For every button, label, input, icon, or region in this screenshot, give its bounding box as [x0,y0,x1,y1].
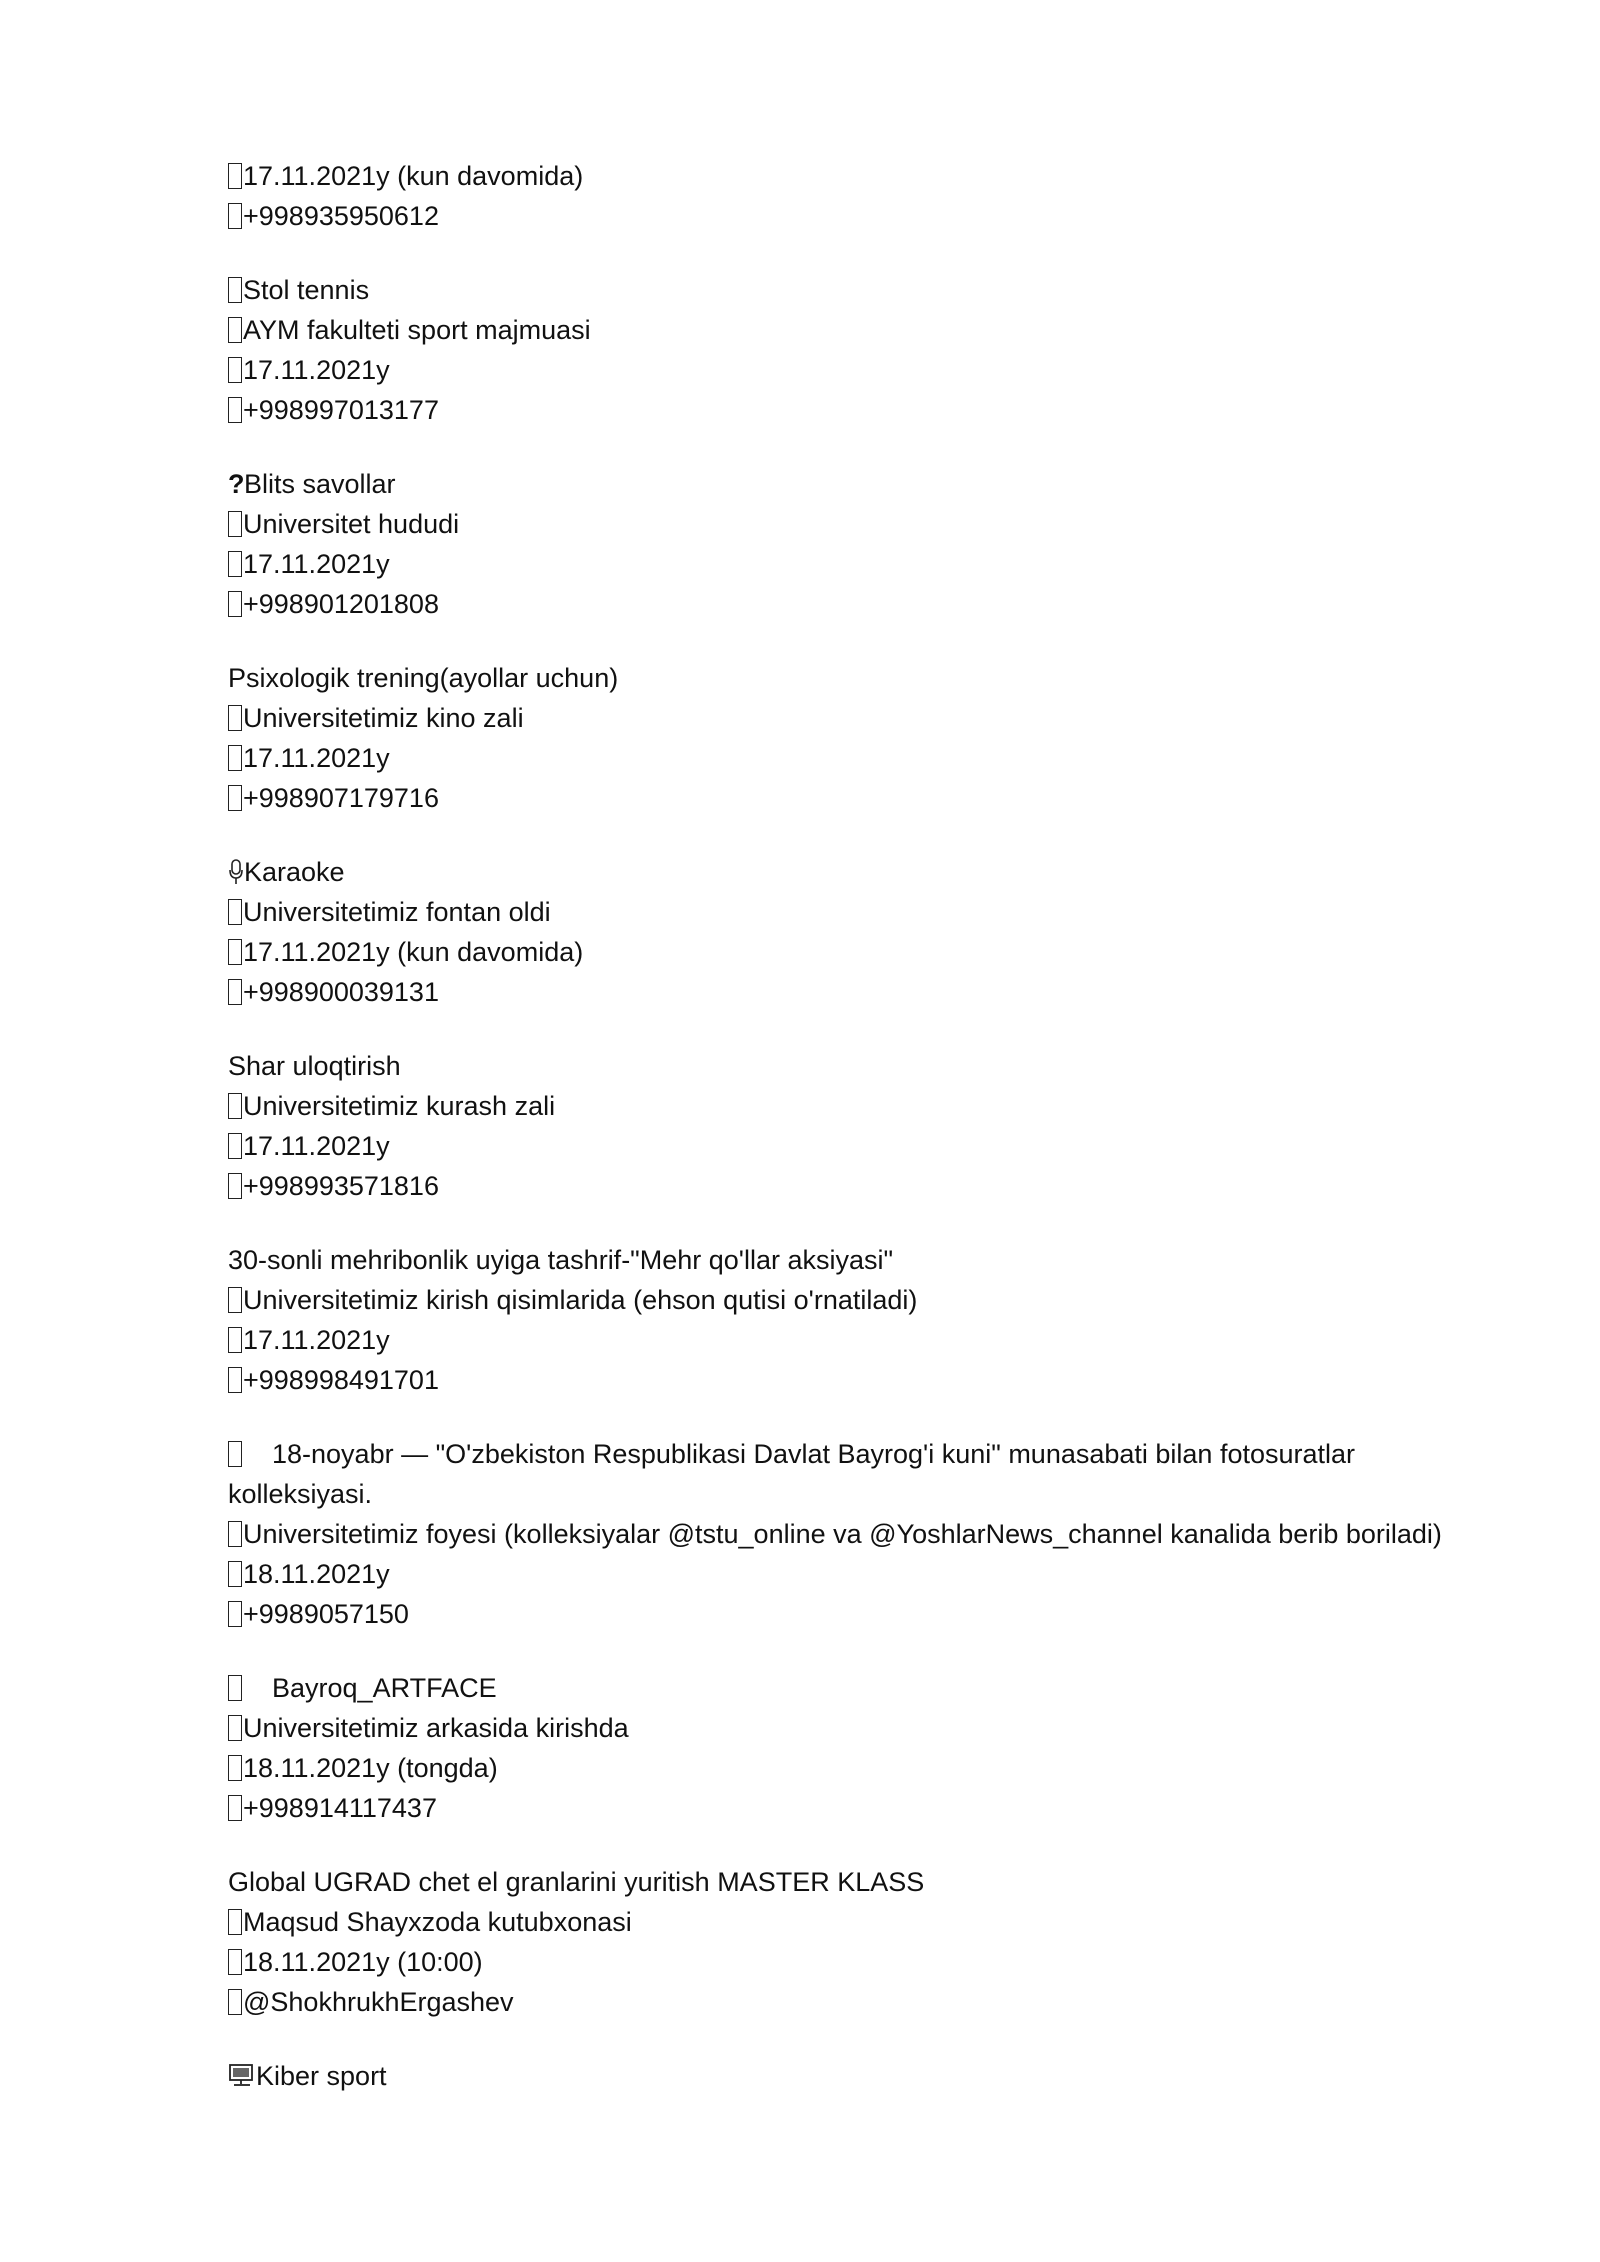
line-text: +9989057150 [243,1599,409,1629]
event-contact [228,1360,1488,1400]
missing-glyph-icon [228,1755,242,1781]
event-gap [228,430,1488,464]
event-location [228,504,1488,544]
event-title [228,464,1488,504]
event-block [228,270,1488,430]
missing-glyph-icon [228,1715,242,1741]
missing-glyph-icon [228,1675,242,1701]
event-gap [228,236,1488,270]
event-date [228,1126,1488,1166]
line-text: +998998491701 [243,1365,439,1395]
line-text: 17.11.2021y [243,1131,390,1161]
missing-glyph-icon [228,1601,242,1627]
line-text: 17.11.2021y [243,1325,390,1355]
event-title [228,2056,1488,2096]
event-location [228,698,1488,738]
event-block [228,156,1488,236]
line-text: +998901201808 [243,589,439,619]
missing-glyph-icon [228,591,242,617]
event-list [228,156,1488,2096]
line-text: +998900039131 [243,977,439,1007]
event-gap [228,1634,1488,1668]
line-text: Universitetimiz kirish qisimlarida (ehson qutisi o'rnatiladi) [243,1285,918,1315]
line-text: +998993571816 [243,1171,439,1201]
line-text: Maqsud Shayxzoda kutubxonasi [243,1907,632,1937]
event-block [228,1668,1488,1828]
missing-glyph-icon [228,1173,242,1199]
event-date [228,1554,1488,1594]
line-text: Karaoke [244,857,345,887]
event-block [228,1434,1488,1634]
missing-glyph-icon [228,357,242,383]
line-text: Universitet hududi [243,509,460,539]
event-gap [228,1012,1488,1046]
event-location [228,310,1488,350]
line-text: Universitetimiz fontan oldi [243,897,551,927]
missing-glyph-icon [228,551,242,577]
line-text: +998914117437 [243,1793,437,1823]
missing-glyph-icon [228,511,242,537]
missing-glyph-icon [228,1989,242,2015]
missing-glyph-icon [228,1327,242,1353]
line-text: Global UGRAD chet el granlarini yuritish MASTER KLASS [228,1867,925,1897]
event-title [228,1240,1488,1280]
line-text: 18.11.2021y (tongda) [243,1753,498,1783]
event-title [228,852,1488,892]
missing-glyph-icon [228,939,242,965]
event-block [228,1862,1488,2022]
event-location [228,1280,1488,1320]
event-location [228,196,1488,236]
event-block [228,2056,1488,2096]
event-location [228,1514,1488,1554]
missing-glyph-icon [228,163,242,189]
event-date [228,1748,1488,1788]
event-title [228,1668,1488,1708]
line-text: @ShokhrukhErgashev [243,1987,514,2017]
event-title [228,1046,1488,1086]
line-text: Psixologik trening(ayollar uchun) [228,663,619,693]
event-block [228,658,1488,818]
line-text: Universitetimiz kurash zali [243,1091,556,1121]
event-title [228,658,1488,698]
line-text: +998907179716 [243,783,439,813]
line-text: 17.11.2021y (kun davomida) [243,161,584,191]
event-gap [228,2022,1488,2056]
line-text: 30-sonli mehribonlik uyiga tashrif-"Mehr qo'llar aksiyasi" [228,1245,894,1275]
event-block [228,852,1488,1012]
event-gap [228,624,1488,658]
event-block [228,464,1488,624]
line-text: 17.11.2021y [243,743,390,773]
line-text: Universitetimiz foyesi (kolleksiyalar @tstu_online va @YoshlarNews_channel kanalida berib boriladi) [243,1519,1442,1549]
event-contact [228,584,1488,624]
missing-glyph-icon [228,1133,242,1159]
missing-glyph-icon [228,1909,242,1935]
event-contact [228,390,1488,430]
event-gap [228,818,1488,852]
missing-glyph-icon [228,745,242,771]
line-text: 17.11.2021y [243,355,390,385]
line-text: 18-noyabr — "O'zbekiston Respublikasi Davlat Bayrog'i kuni" munasabati bilan fotosuratlar kolleksiyasi. [228,1439,1356,1509]
event-title [228,270,1488,310]
line-text: Kiber sport [256,2061,387,2091]
event-date [228,1942,1488,1982]
event-location [228,1902,1488,1942]
missing-glyph-icon [228,1561,242,1587]
missing-glyph-icon [228,397,242,423]
missing-glyph-icon [228,1287,242,1313]
line-text: 18.11.2021y [243,1559,390,1589]
event-location [228,892,1488,932]
event-location [228,1086,1488,1126]
event-block [228,1046,1488,1206]
line-text: +998997013177 [243,395,439,425]
event-contact [228,972,1488,1012]
line-text: Shar uloqtirish [228,1051,401,1081]
missing-glyph-icon [228,979,242,1005]
event-contact [228,1166,1488,1206]
event-gap [228,1206,1488,1240]
missing-glyph-icon [228,1949,242,1975]
line-text: AYM fakulteti sport majmuasi [243,315,591,345]
event-title [228,1862,1488,1902]
missing-glyph-icon [228,785,242,811]
event-date [228,1320,1488,1360]
question-mark-icon: ? [228,469,245,499]
missing-glyph-icon [228,1795,242,1821]
line-text: +998935950612 [243,201,439,231]
event-gap [228,1400,1488,1434]
missing-glyph-icon [228,1367,242,1393]
event-date [228,932,1488,972]
event-block [228,1240,1488,1400]
microphone-icon [228,858,244,886]
line-text: Universitetimiz arkasida kirishda [243,1713,629,1743]
line-text: Blits savollar [244,469,396,499]
line-text: Stol tennis [243,275,370,305]
event-title [228,156,1488,196]
missing-glyph-icon [228,705,242,731]
missing-glyph-icon [228,317,242,343]
missing-glyph-icon [228,1093,242,1119]
event-date [228,350,1488,390]
line-text: 18.11.2021y (10:00) [243,1947,483,1977]
line-text: 17.11.2021y [243,549,390,579]
event-contact [228,778,1488,818]
event-contact [228,1594,1488,1634]
event-date [228,544,1488,584]
line-text: 17.11.2021y (kun davomida) [243,937,584,967]
missing-glyph-icon [228,1441,242,1467]
event-date [228,738,1488,778]
missing-glyph-icon [228,203,242,229]
line-text: Bayroq_ARTFACE [272,1673,497,1703]
missing-glyph-icon [228,899,242,925]
missing-glyph-icon [228,277,242,303]
missing-glyph-icon [228,1521,242,1547]
event-contact [228,1788,1488,1828]
computer-icon [228,2062,256,2090]
event-title [228,1434,1488,1514]
event-gap [228,1828,1488,1862]
event-contact [228,1982,1488,2022]
event-location [228,1708,1488,1748]
line-text: Universitetimiz kino zali [243,703,524,733]
